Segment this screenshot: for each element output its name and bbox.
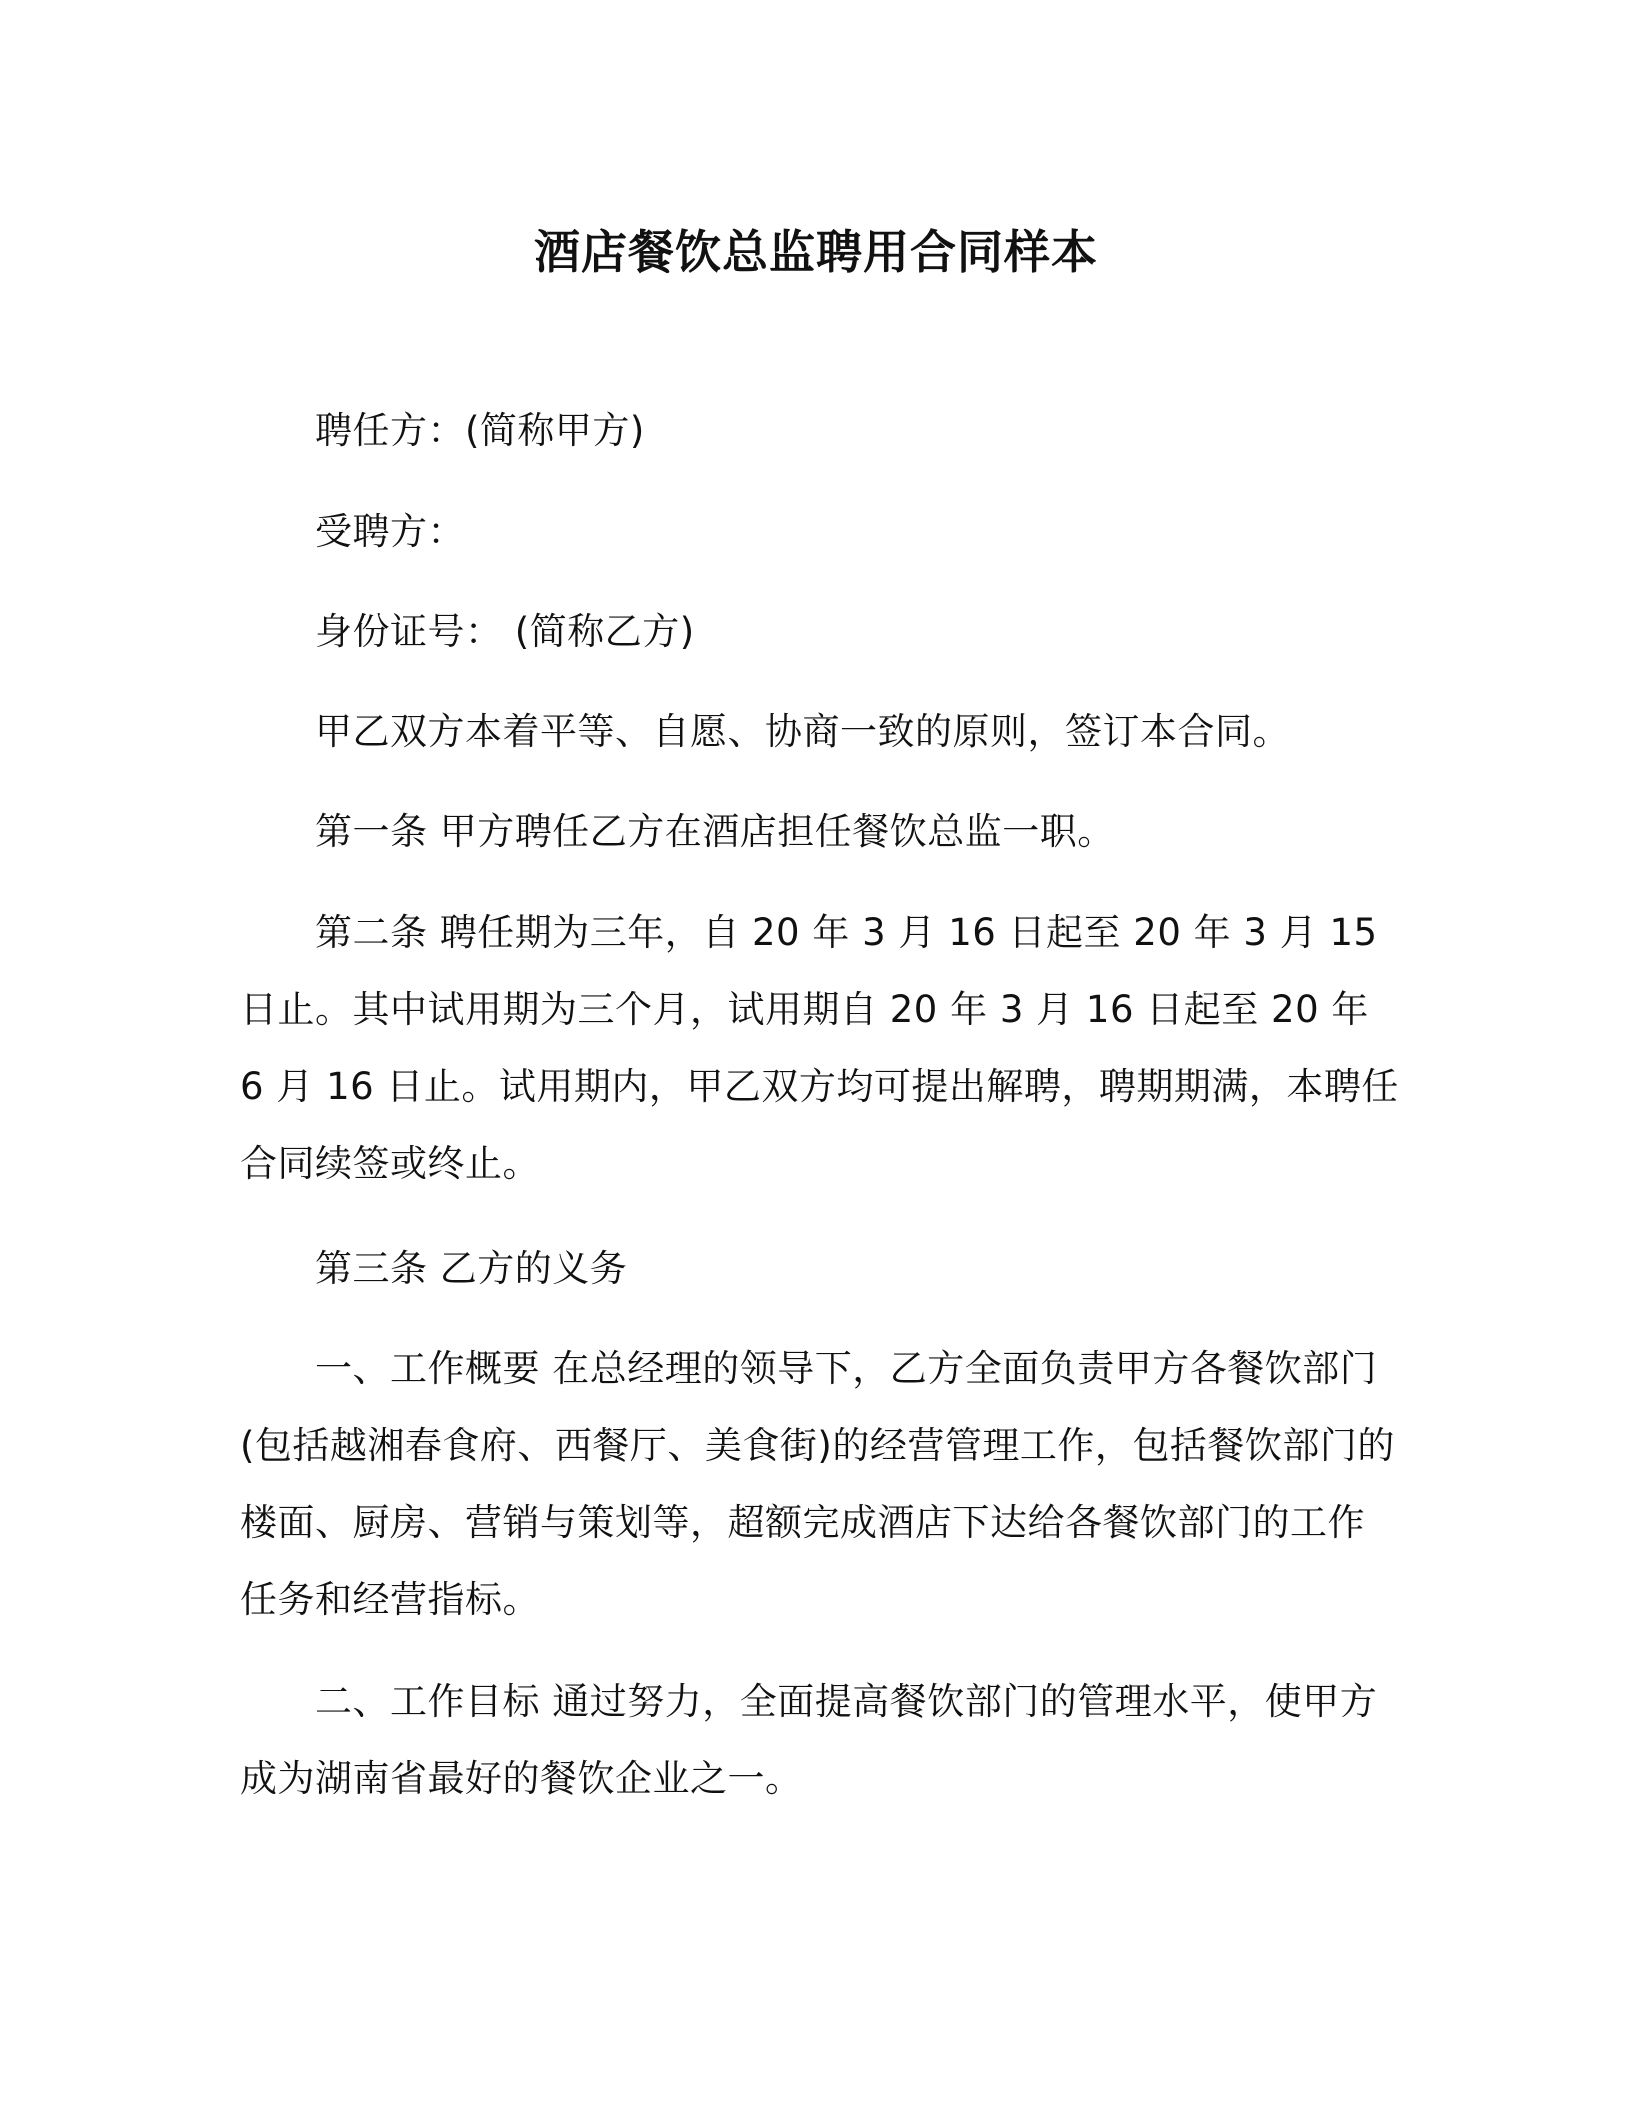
duty-item-2-paragraph: 二、工作目标 通过努力，全面提高餐饮部门的管理水平，使甲方成为湖南省最好的餐饮企业之一。 (240, 1680, 1378, 1800)
employer-line: 聘任方：(简称甲方) (315, 409, 645, 452)
id-number-line: 身份证号： (简称乙方) (315, 610, 695, 653)
article-2-paragraph: 第二条 聘任期为三年，自 20 年 3 月 16 日起至 20 年 3 月 15 日止。其中试用期为三个月，试用期自 20 年 3 月 16 日起至 20 年 6 月 16 日止。试用期内，甲乙双方均可提出解聘，聘期期满，本聘任合同续签或终止。 (240, 911, 1399, 1185)
document-title: 酒店餐饮总监聘用合同样本 (534, 225, 1098, 279)
principle-paragraph: 甲乙双方本着平等、自愿、协商一致的原则，签订本合同。 (315, 710, 1290, 753)
article-1-paragraph: 第一条 甲方聘任乙方在酒店担任餐饮总监一职。 (315, 810, 1115, 853)
article-3-heading: 第三条 乙方的义务 (315, 1247, 628, 1290)
employee-line: 受聘方： (315, 510, 465, 553)
duty-item-1-paragraph: 一、工作概要 在总经理的领导下，乙方全面负责甲方各餐饮部门(包括越湘春食府、西餐厅、美食街)的经营管理工作，包括餐饮部门的楼面、厨房、营销与策划等，超额完成酒店下达给各餐饮部门的工作任务和经营指标。 (240, 1347, 1395, 1621)
